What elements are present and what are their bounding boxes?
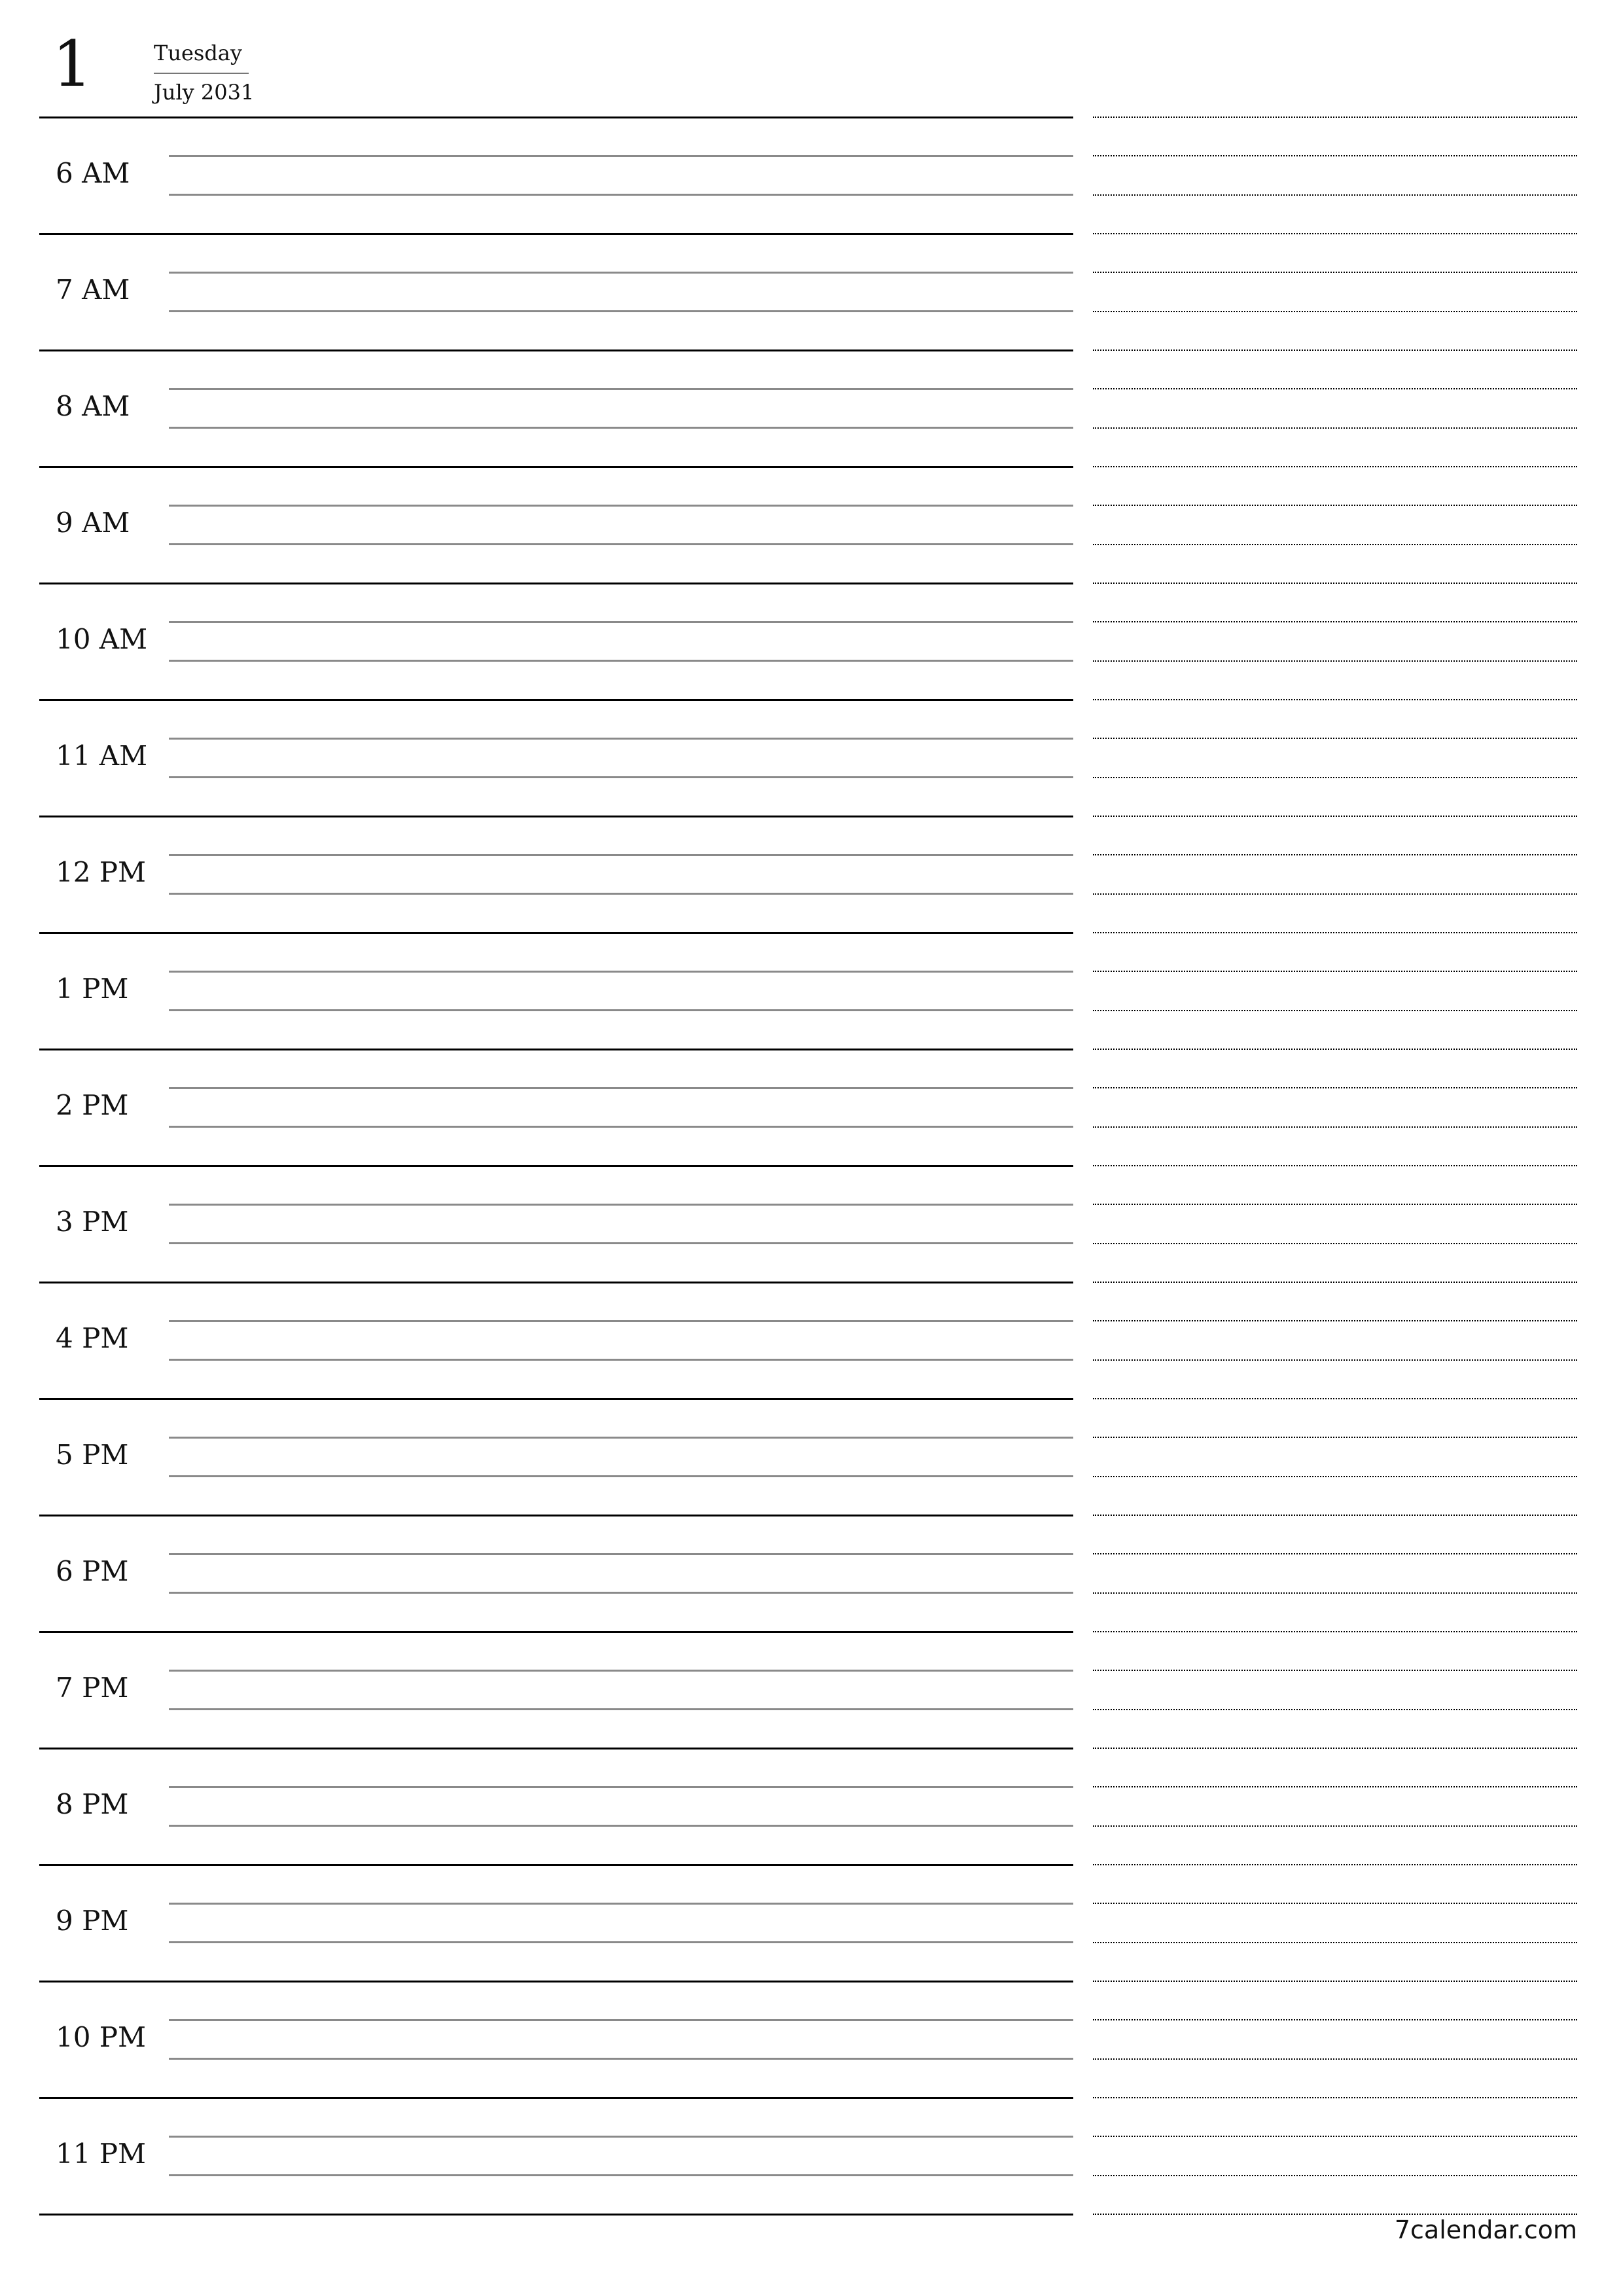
hour-divider (39, 699, 1073, 701)
hour-label: 7 PM (56, 1672, 129, 1704)
note-line[interactable] (1093, 2175, 1577, 2176)
hour-write-line[interactable] (169, 1553, 1073, 1555)
hour-write-line[interactable] (169, 1670, 1073, 1672)
note-line[interactable] (1093, 1592, 1577, 1594)
hour-write-line[interactable] (169, 1437, 1073, 1439)
hour-divider (39, 1631, 1073, 1633)
note-line[interactable] (1093, 2058, 1577, 2060)
hour-write-line[interactable] (169, 388, 1073, 390)
hour-divider (39, 1981, 1073, 1982)
hour-label: 11 AM (56, 740, 148, 772)
month-year-label: July 2031 (154, 80, 255, 105)
note-line[interactable] (1093, 388, 1577, 389)
hour-label: 1 PM (56, 973, 129, 1005)
hour-write-line[interactable] (169, 1242, 1073, 1244)
note-line[interactable] (1093, 1631, 1577, 1632)
hour-write-line[interactable] (169, 2019, 1073, 2021)
hour-write-line[interactable] (169, 971, 1073, 973)
hour-write-line[interactable] (169, 893, 1073, 895)
hour-divider (39, 2097, 1073, 2099)
hour-write-line[interactable] (169, 1825, 1073, 1827)
hour-divider (39, 2214, 1073, 2215)
note-line[interactable] (1093, 2136, 1577, 2137)
note-line[interactable] (1093, 427, 1577, 429)
hour-divider (39, 932, 1073, 934)
hour-divider (39, 1165, 1073, 1167)
note-line[interactable] (1093, 1709, 1577, 1710)
note-line[interactable] (1093, 1864, 1577, 1865)
hour-label: 5 PM (56, 1439, 129, 1471)
hour-write-line[interactable] (169, 427, 1073, 429)
hour-label: 10 AM (56, 623, 148, 655)
hour-label: 6 PM (56, 1555, 129, 1587)
note-line[interactable] (1093, 194, 1577, 196)
note-line[interactable] (1093, 1981, 1577, 1982)
note-line[interactable] (1093, 272, 1577, 273)
note-line[interactable] (1093, 350, 1577, 351)
hour-write-line[interactable] (169, 1204, 1073, 1206)
note-line[interactable] (1093, 466, 1577, 467)
hour-write-line[interactable] (169, 1592, 1073, 1594)
weekday-label: Tuesday (154, 41, 242, 65)
note-line[interactable] (1093, 311, 1577, 312)
hour-write-line[interactable] (169, 1941, 1073, 1943)
note-line[interactable] (1093, 1786, 1577, 1787)
note-line[interactable] (1093, 1748, 1577, 1749)
hour-write-line[interactable] (169, 1009, 1073, 1011)
note-line[interactable] (1093, 777, 1577, 778)
hour-divider (39, 117, 1073, 118)
hour-label: 8 PM (56, 1788, 129, 1820)
note-line[interactable] (1093, 1553, 1577, 1554)
note-line[interactable] (1093, 117, 1577, 118)
note-line[interactable] (1093, 1903, 1577, 1904)
hour-write-line[interactable] (169, 738, 1073, 740)
hour-label: 3 PM (56, 1206, 129, 1238)
note-line[interactable] (1093, 893, 1577, 895)
hour-label: 4 PM (56, 1322, 129, 1354)
hour-write-line[interactable] (169, 1708, 1073, 1710)
note-line[interactable] (1093, 155, 1577, 156)
day-number: 1 (52, 27, 93, 101)
hour-label: 12 PM (56, 856, 147, 888)
note-line[interactable] (1093, 932, 1577, 933)
note-line[interactable] (1093, 544, 1577, 545)
note-line[interactable] (1093, 1942, 1577, 1943)
hour-divider (39, 816, 1073, 817)
footer-site-link[interactable]: 7calendar.com (1394, 2215, 1577, 2244)
hour-label: 10 PM (56, 2021, 147, 2053)
hour-write-line[interactable] (169, 155, 1073, 157)
hour-divider (39, 1398, 1073, 1400)
hour-write-line[interactable] (169, 854, 1073, 856)
note-line[interactable] (1093, 1359, 1577, 1361)
hour-write-line[interactable] (169, 660, 1073, 662)
note-line[interactable] (1093, 1320, 1577, 1321)
note-line[interactable] (1093, 738, 1577, 739)
note-line[interactable] (1093, 1282, 1577, 1283)
note-line[interactable] (1093, 505, 1577, 506)
hour-label: 9 PM (56, 1905, 129, 1937)
note-line[interactable] (1093, 1204, 1577, 1205)
hour-divider (39, 1049, 1073, 1050)
note-line[interactable] (1093, 1243, 1577, 1244)
hour-label: 9 AM (56, 507, 130, 539)
note-line[interactable] (1093, 1825, 1577, 1827)
note-line[interactable] (1093, 1049, 1577, 1050)
hour-write-line[interactable] (169, 2174, 1073, 2176)
hour-divider (39, 1515, 1073, 1516)
hour-write-line[interactable] (169, 776, 1073, 778)
hour-label: 8 AM (56, 390, 130, 422)
note-line[interactable] (1093, 1476, 1577, 1477)
header-divider (154, 73, 249, 74)
hour-write-line[interactable] (169, 621, 1073, 623)
note-line[interactable] (1093, 2214, 1577, 2215)
hour-write-line[interactable] (169, 505, 1073, 507)
note-line[interactable] (1093, 699, 1577, 700)
hour-label: 2 PM (56, 1089, 129, 1121)
hour-write-line[interactable] (169, 543, 1073, 545)
hour-label: 11 PM (56, 2138, 147, 2170)
hour-write-line[interactable] (169, 1126, 1073, 1128)
hour-write-line[interactable] (169, 1903, 1073, 1905)
hour-divider (39, 1864, 1073, 1866)
hour-write-line[interactable] (169, 1087, 1073, 1089)
hour-label: 7 AM (56, 274, 130, 306)
hour-write-line[interactable] (169, 2136, 1073, 2138)
note-line[interactable] (1093, 1010, 1577, 1011)
hour-divider (39, 466, 1073, 468)
note-line[interactable] (1093, 1437, 1577, 1438)
note-line[interactable] (1093, 660, 1577, 662)
note-line[interactable] (1093, 971, 1577, 972)
hour-divider (39, 1282, 1073, 1283)
hour-write-line[interactable] (169, 1786, 1073, 1788)
hour-write-line[interactable] (169, 1475, 1073, 1477)
note-line[interactable] (1093, 621, 1577, 622)
hour-write-line[interactable] (169, 272, 1073, 274)
hour-label: 6 AM (56, 157, 130, 189)
hour-write-line[interactable] (169, 194, 1073, 196)
note-line[interactable] (1093, 816, 1577, 817)
note-line[interactable] (1093, 1087, 1577, 1088)
note-line[interactable] (1093, 1165, 1577, 1166)
hour-divider (39, 233, 1073, 235)
note-line[interactable] (1093, 854, 1577, 855)
note-line[interactable] (1093, 1126, 1577, 1128)
note-line[interactable] (1093, 1515, 1577, 1516)
note-line[interactable] (1093, 583, 1577, 584)
hour-divider (39, 1748, 1073, 1749)
note-line[interactable] (1093, 2019, 1577, 2020)
hour-write-line[interactable] (169, 1359, 1073, 1361)
note-line[interactable] (1093, 1670, 1577, 1671)
hour-write-line[interactable] (169, 310, 1073, 312)
note-line[interactable] (1093, 2097, 1577, 2098)
hour-write-line[interactable] (169, 2058, 1073, 2060)
hour-write-line[interactable] (169, 1320, 1073, 1322)
hour-divider (39, 583, 1073, 584)
note-line[interactable] (1093, 1398, 1577, 1399)
hour-divider (39, 350, 1073, 351)
note-line[interactable] (1093, 233, 1577, 234)
